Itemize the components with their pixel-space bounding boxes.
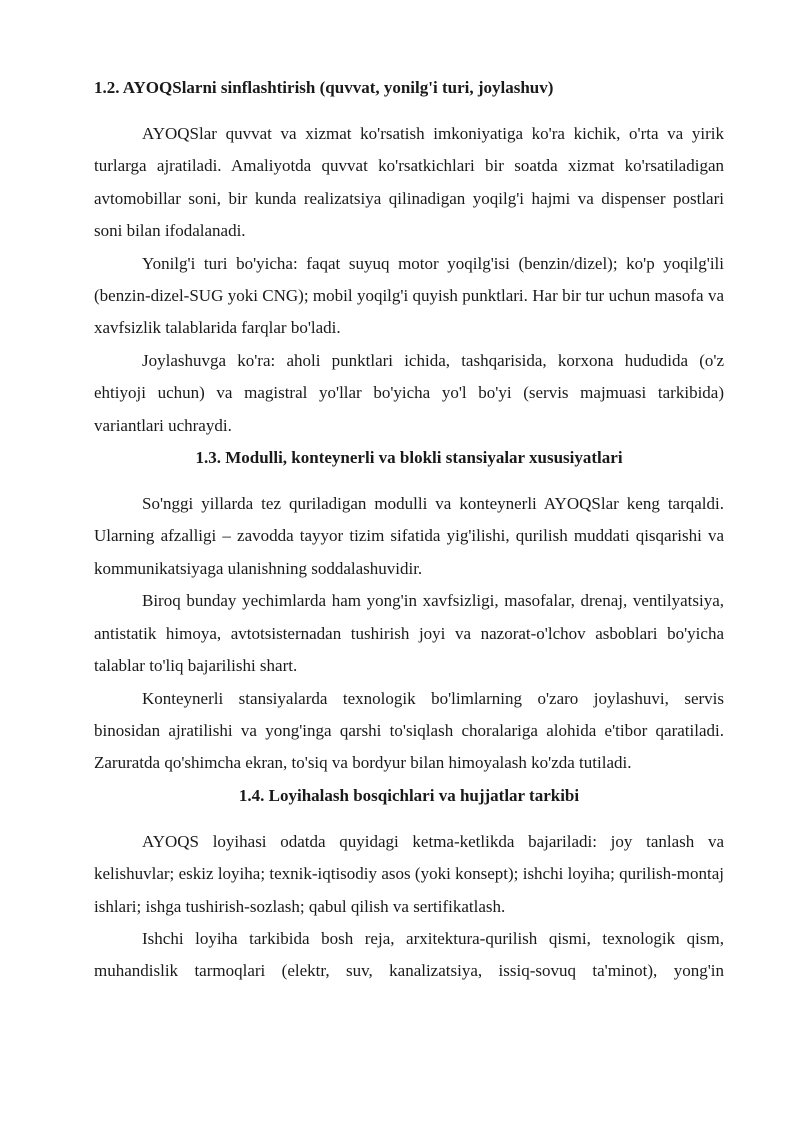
paragraph: Yonilg'i turi bo'yicha: faqat suyuq motor yoqilg'isi (benzin/dizel); ko'p yoqilg'ili (benzin-dizel-SUG yoki CNG); mobil yoqilg'i quyish punktlari. Har bir tur uchun masofa va xavfsizlik talablarida farqlar bo'ladi. — [94, 253, 724, 338]
section-heading: 1.4. Loyihalash bosqichlari va hujjatlar tarkibi — [238, 785, 580, 805]
paragraph: Konteynerli stansiyalarda texnologik bo'limlarning o'zaro joylashuvi, servis binosidan ajratilishi va yong'inga qarshi to'siqlash choralariga alohida e'tibor qaratiladi. Zaruratda qo'shimcha ekran, to'siq va bordyur bilan himoyalash ko'zda tutiladi. — [94, 688, 724, 773]
paragraph: Joylashuvga ko'ra: aholi punktlari ichida, tashqarisida, korxona hududida (o'z ehtiyoji uchun) va magistral yo'llar bo'yicha yo'l bo'yi (servis majmuasi tarkibida) variantlari uchraydi. — [94, 350, 724, 435]
paragraph: So'nggi yillarda tez quriladigan modulli va konteynerli AYOQSlar keng tarqaldi. Ularning afzalligi – zavodda tayyor tizim sifatida yig'ilishi, qurilish muddati qisqarishi va kommunikatsiyaga ulanishning soddalashuvidir. — [94, 494, 724, 578]
section-1-3 — [94, 442, 724, 780]
paragraph: AYOQSlar quvvat va xizmat ko'rsatish imkoniyatiga ko'ra kichik, o'rta va yirik turlarga ajratiladi. Amaliyotda quvvat ko'rsatkichlari bir soatda xizmat ko'rsatiladigan avtomobillar soni, bir kunda realizatsiya qilinadigan yoqilg'i hajmi va dispenser postlari soni bilan ifodalanadi. — [94, 124, 724, 241]
paragraph: Biroq bunday yechimlarda ham yong'in xavfsizligi, masofalar, drenaj, ventilyatsiya, antistatik himoya, avtotsisternadan tushirish joyi va nazorat-o'lchov asboblari bo'yicha talablar to'liq bajarilishi shart. — [94, 591, 724, 676]
section-heading: 1.2. AYOQSlarni sinflashtirish (quvvat, yonilg'i turi, joylashuv) — [94, 78, 554, 97]
paragraph: Ishchi loyiha tarkibida bosh reja, arxitektura-qurilish qismi, texnologik qism, muhandislik tarmoqlari (elektr, suv, kanalizatsiya, issiq-sovuq ta'minot), yong'in — [94, 928, 724, 981]
section-heading: 1.3. Modulli, konteynerli va blokli stansiyalar xususiyatlari — [195, 448, 623, 468]
section-1-4 — [94, 780, 724, 988]
paragraph: AYOQS loyihasi odatda quyidagi ketma-ketlikda bajariladi: joy tanlash va kelishuvlar; eskiz loyiha; texnik-iqtisodiy asos (yoki konsept); ishchi loyiha; qurilish-montaj ishlari; ishga tushirish-sozlash; qabul qilish va sertifikatlash. — [94, 831, 724, 916]
section-1-2 — [94, 72, 724, 442]
